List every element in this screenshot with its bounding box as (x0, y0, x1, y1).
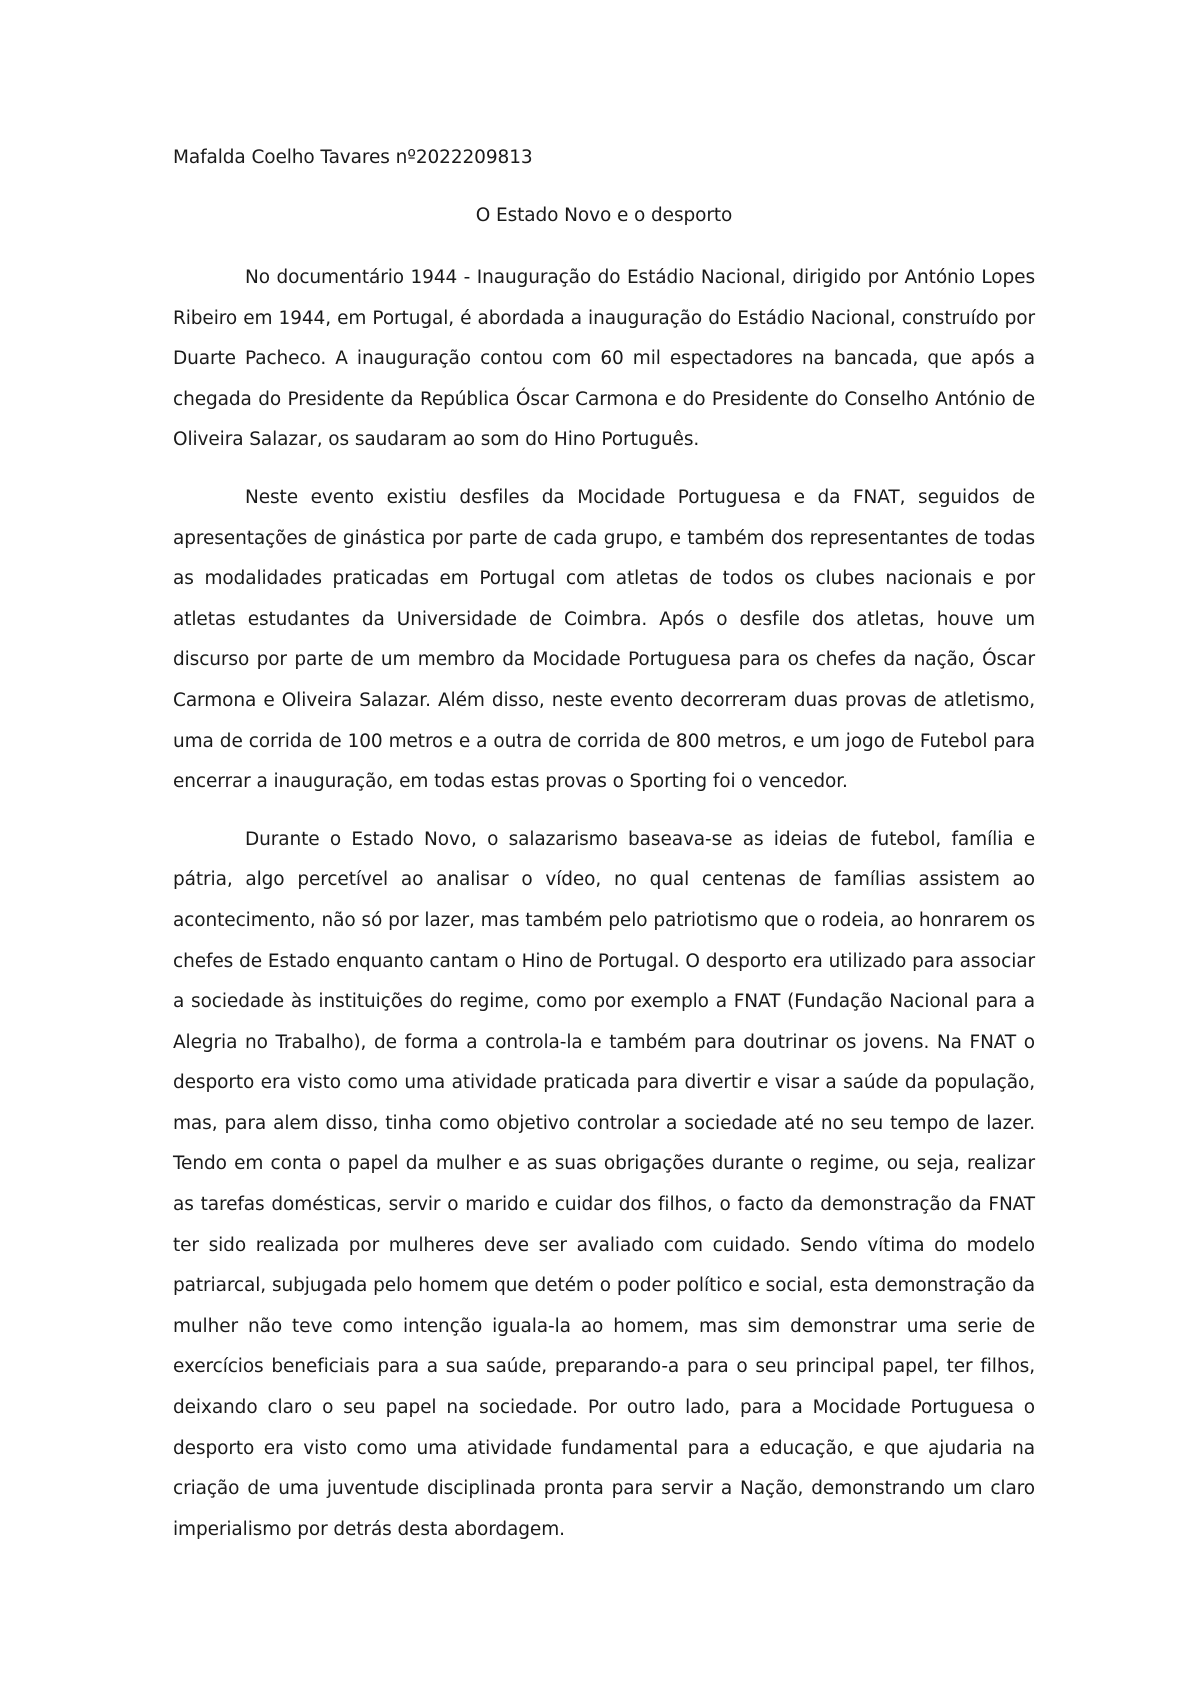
document-title: O Estado Novo e o desporto (475, 205, 733, 226)
author-line: Mafalda Coelho Tavares nº2022209813 (173, 147, 533, 168)
paragraph-1: No documentário 1944 - Inauguração do Estádio Nacional, dirigido por António Lopes Ribeiro em 1944, em Portugal, é abordada a inauguração do Estádio Nacional, construído por Duarte Pacheco. A inauguração contou com 60 mil espectadores na bancada, que após a chegada do Presidente da República Óscar Carmona e do Presidente do Conselho António de Oliveira Salazar, os saudaram ao som do Hino Português. (173, 267, 1035, 451)
paragraph-3: Durante o Estado Novo, o salazarismo baseava-se as ideias de futebol, família e pátria, algo percetível ao analisar o vídeo, no qual centenas de famílias assistem ao acontecimento, não só por lazer, mas também pelo patriotismo que o rodeia, ao honrarem os chefes de Estado enquanto cantam o Hino de Portugal. O desporto era utilizado para associar a sociedade às instituições do regime, como por exemplo a FNAT (Fundação Nacional para a Alegria no Trabalho), de forma a controla-la e também para doutrinar os jovens. Na FNAT o desporto era visto como uma atividade praticada para divertir e visar a saúde da população, mas, para alem disso, tinha como objetivo controlar a sociedade até no seu tempo de lazer. Tendo em conta o papel da mulher e as suas obrigações durante o regime, ou seja, realizar as tarefas domésticas, servir o marido e cuidar dos filhos, o facto da demonstração da FNAT ter sido realizada por mulheres deve ser avaliado com cuidado. Sendo vítima do modelo patriarcal, subjugada pelo homem que detém o poder político e social, esta demonstração da mulher não teve como intenção iguala-la ao homem, mas sim demonstrar uma serie de exercícios beneficiais para a sua saúde, preparando-a para o seu principal papel, ter filhos, deixando claro o seu papel na sociedade. Por outro lado, para a Mocidade Portuguesa o desporto era visto como uma atividade fundamental para a educação, e que ajudaria na criação de uma juventude disciplinada pronta para servir a Nação, demonstrando um claro imperialismo por detrás desta abordagem. (173, 828, 1035, 1540)
paragraph-2: Neste evento existiu desfiles da Mocidade Portuguesa e da FNAT, seguidos de apresentações de ginástica por parte de cada grupo, e também dos representantes de todas as modalidades praticadas em Portugal com atletas de todos os clubes nacionais e por atletas estudantes da Universidade de Coimbra. Após o desfile dos atletas, houve um discurso por parte de um membro da Mocidade Portuguesa para os chefes da nação, Óscar Carmona e Oliveira Salazar. Além disso, neste evento decorreram duas provas de atletismo, uma de corrida de 100 metros e a outra de corrida de 800 metros, e um jogo de Futebol para encerrar a inauguração, em todas estas provas o Sporting foi o vencedor. (173, 486, 1035, 793)
document-body (173, 258, 1035, 1550)
